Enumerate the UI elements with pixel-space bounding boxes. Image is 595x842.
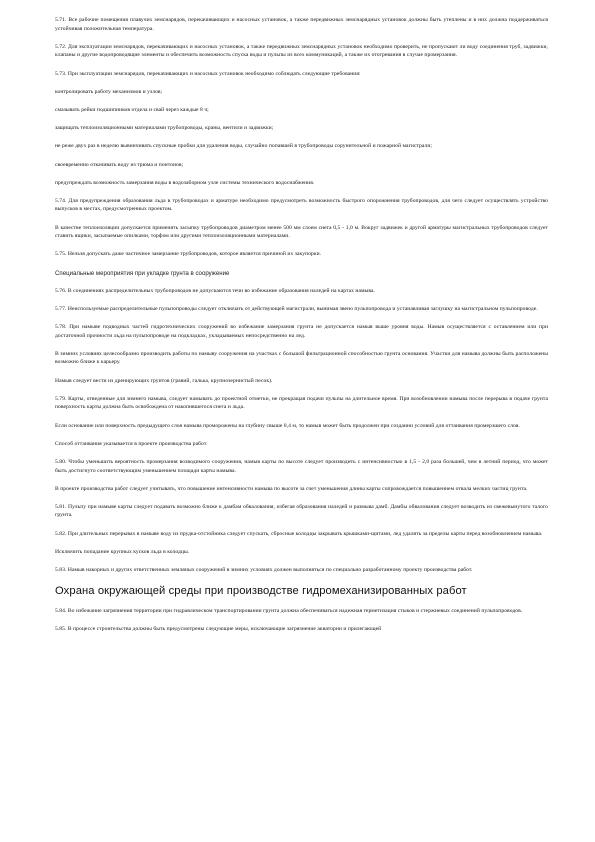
paragraph: Намыв следует вести из дренирующих грунтов (гравий, галька, крупнозернистый песок). [55,377,273,384]
list-item: предупреждать возможность замерзания воды в водозаборном узле системы технического водоснабжения. [55,179,315,186]
paragraph-5-78: 5.78. При намыве подводных частей гидротехнических сооружений во избежание замерзания грунта не допускается намыв выше уровня воды. Намыв осуществляется с оставлением или при достаточной прочности льда на пульпопроводе на подкладках, укладываемых непосредственно на лед. [55,324,548,339]
paragraph-5-82: 5.82. При длительных перерывах в намыве воду из прудка-отстойника следует спускать, сбросные колодцы закрывать крышками-щитами, лед удалять за пределы карты перед возобновлением намыва. [55,530,543,537]
paragraph-5-75: 5.75. Нельзя допускать даже частичное замерзание трубопроводов, которое является причиной их закупорки. [55,251,322,258]
paragraph-5-74: 5.74. Для предупреждения образования льда в трубопроводах и арматуре необходимо предусмотреть возможность быстрого опорожнения трубопроводов, для чего следует осуществлять устройство выпусков в местах, предусмотренных проектом. [55,197,548,213]
paragraph: В качестве теплоизоляции допускается применять засыпку трубопроводов диаметром менее 500 мм слоем снега 0,5 - 1,0 м. Вокруг задвижек и другой арматуры магистральных трубопроводов следует ставить ящики, засыпаемые опилками, торфом или другими теплоизоляционными материалами. [55,224,548,240]
section-subheading: Специальные мероприятия при укладке грунта в сооружение [55,269,230,277]
paragraph: Исключить попадание крупных кусков льда в колодцы. [55,548,190,555]
paragraph-5-83: 5.83. Намыв накорных и других ответственных земляных сооружений в зимних условиях должен выполняться по специально разработанному проекту производства работ. [55,567,473,574]
list-item: контролировать работу механизмов и узлов; [55,88,163,95]
paragraph-5-84: 5.84. Во избежание загрязнения территории при гидравлическом транспортировании грунта должна обеспечиваться надежная герметизация стыков и стержневых соединений пульпопроводов. [55,608,523,615]
paragraph-5-81: 5.81. Пульпу при намыве карты следует подавать возможно ближе к дамбам обвалования, избегая образования наледей и размыва дамб. Дамбы обвалования следует возводить из свежевынутого талого грунта. [55,503,548,519]
paragraph-5-80: 5.80. Чтобы уменьшить вероятность промерзания возводимого сооружения, намыв карты по высоте следует производить с интенсивностью в 1,5 - 2,0 раза большей, чем в летний период, что может быть достигнуто соответствующим уменьшением площади карты намыва. [55,458,548,474]
paragraph: В проекте производства работ следует учитывать, что повышение интенсивности намыва по высоте за счет уменьшения длины карты сопровождается повышением отвала мелких частиц грунта. [55,485,528,492]
paragraph-5-77: 5.77. Неиспользуемые распределительные пульпопроводы следует отключать от действующей магистрали, вынимая звено пульпопровода и устанавливая заглушку на магистральном пульпопроводе. [55,305,538,312]
list-item: своевременно откачивать воду из трюма и понтонов; [55,161,184,168]
paragraph: Способ оттаивания указывается в проекте производства работ. [55,440,208,447]
paragraph-5-71: 5.71. Все рабочие помещения плавучих земснарядов, перекачивающих и насосных установок, а также передвижных земснарядных установок должны быть утеплены и в них должна поддерживаться устойчивая положительная температура. [55,17,548,32]
paragraph-5-85: 5.85. В процессе строительства должны быть предусмотрены следующие меры, исключающие загрязнение акватории и прилегающей [55,626,382,633]
list-item: не реже двух раз в неделю вывинчивать спускные пробки для удаления воды, случайно попавшей в трубопроводы сорунительной и пожарной магистрали; [55,143,432,150]
paragraph: В зимних условиях целесообразно производить работы по намыву сооружения на участках с большой фильтрационной способностью грунта основания. Участки для намыва должны быть расположены возможно ближе к карьеру. [55,350,548,366]
paragraph: Если основание или поверхность предыдущего слоя намыва проморожены на глубину свыше 0,4 м, то намыв может быть продолжен при создании условий для оттаивания промерзшего слоя. [55,422,520,429]
paragraph-5-73: 5.73. При эксплуатации земснарядов, перекачивающих и насосных установок необходимо соблюдать следующие требования: [55,70,361,77]
list-item: смазывать рейки подшипников отдела и свай через каждые 8 ч; [55,106,209,113]
list-item: защищать теплоизоляционными материалами трубопроводы, краны, вентили и задвижки; [55,125,274,132]
paragraph-5-79: 5.79. Карты, отведенные для зимнего намыва, следует намывать до проектной отметки, не прекращая подачи пульпы на длительное время. При возобновлении намыва после перерыва в подаче грунта поверхность карты должна быть освобождена от накопившегося снега и льда. [55,395,548,411]
paragraph-5-72: 5.72. Для эксплуатации земснарядов, перекачивающих и насосных установок, а также передвижных земснарядных установок необходимо проверить, не пропускают ли воду соединения труб, задвижки, клапаны и другие водопроводящие элементы и обеспечить возможность спуска воды и пульпы из всех коммуникаций, а также их отогревания в случае промерзания. [55,43,548,59]
section-heading: Охрана окружающей среды при производстве гидромеханизированных работ [55,585,467,598]
paragraph-5-76: 5.76. В соединениях распределительных трубопроводов не допускаются течи во избежание образования наледей на картах намыва. [55,287,375,294]
